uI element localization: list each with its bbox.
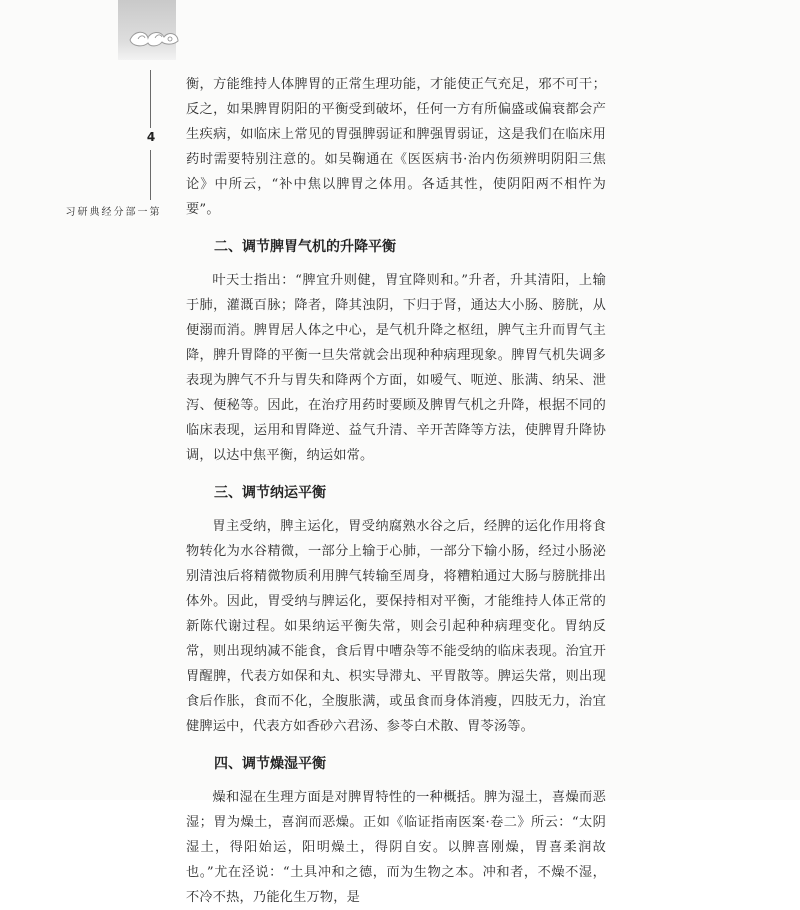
margin-rule-top xyxy=(150,70,151,128)
cloud-ornament-icon xyxy=(124,22,184,50)
part-char: 分 xyxy=(111,206,122,216)
part-title-char: 典 xyxy=(87,206,98,216)
part-char: 部 xyxy=(123,206,134,216)
section-heading-3: 三、调节纳运平衡 xyxy=(214,485,326,501)
part-title-char: 习 xyxy=(63,206,74,216)
section-heading-2: 二、调节脾胃气机的升降平衡 xyxy=(214,239,396,255)
part-title-char: 研 xyxy=(75,206,86,216)
page-body xyxy=(186,72,606,910)
part-title-char: 经 xyxy=(99,206,110,216)
part-char: 一 xyxy=(135,206,146,216)
margin-rule-bottom xyxy=(150,150,151,200)
paragraph-continued: 衡，方能维持人体脾胃的正常生理功能，才能使正气充足，邪不可干；反之，如果脾胃阴阳的平衡受到破坏，任何一方有所偏盛或偏衰都会产生疾病，如临床上常见的胃强脾弱证和脾强胃弱证，这是我们在临床用药时需要特别注意的。如吴鞠通在《医医病书·治内伤须辨明阴阳三焦论》中所云，“补中焦以脾胃之体用。各适其性，使阴阳两不相忤为要”。 xyxy=(186,77,606,217)
paragraph-zaoshi: 燥和湿在生理方面是对脾胃特性的一种概括。脾为湿土，喜燥而恶湿；胃为燥土，喜润而恶燥。正如《临证指南医案·卷二》所云：“太阴湿土，得阳始运，阳明燥土，得阴自安。以脾喜刚燥，胃喜柔润故也。”尤在泾说：“土具冲和之德，而为生物之本。冲和者，不燥不湿，不冷不热，乃能化生万物，是 xyxy=(186,790,606,905)
part-label xyxy=(63,206,158,216)
paragraph-qiji: 叶天士指出：“脾宜升则健，胃宜降则和。”升者，升其清阳，上输于肺，灌溉百脉；降者，降其浊阴，下归于肾，通达大小肠、膀胱，从便溺而消。脾胃居人体之中心，是气机升降之枢纽，脾气主升而胃气主降，脾升胃降的平衡一旦失常就会出现种种病理现象。脾胃气机失调多表现为脾气不升与胃失和降两个方面，如嗳气、呃逆、胀满、纳呆、泄泻、便秘等。因此，在治疗用药时要顾及脾胃气机之升降，根据不同的临床表现，运用和胃降逆、益气升清、辛开苦降等方法，使脾胃升降协调，以达中焦平衡，纳运如常。 xyxy=(186,273,606,463)
section-heading-4: 四、调节燥湿平衡 xyxy=(214,756,326,772)
part-char: 第 xyxy=(147,206,158,216)
paragraph-nayun: 胃主受纳，脾主运化，胃受纳腐熟水谷之后，经脾的运化作用将食物转化为水谷精微，一部分上输于心肺，一部分下输小肠，经过小肠泌别清浊后将精微物质利用脾气转输至周身，将糟粕通过大肠与膀胱排出体外。因此，胃受纳与脾运化，要保持相对平衡，才能维持人体正常的新陈代谢过程。如果纳运平衡失常，则会引起种种病理变化。胃纳反常，则出现纳减不能食，食后胃中嘈杂等不能受纳的临床表现。治宜开胃醒脾，代表方如保和丸、枳实导滞丸、平胃散等。脾运失常，则出现食后作胀，食而不化，全腹胀满，或虽食而身体消瘦，四肢无力，治宜健脾运中，代表方如香砂六君汤、参苓白术散、胃苓汤等。 xyxy=(186,519,606,734)
page-number: 4 xyxy=(146,130,156,144)
